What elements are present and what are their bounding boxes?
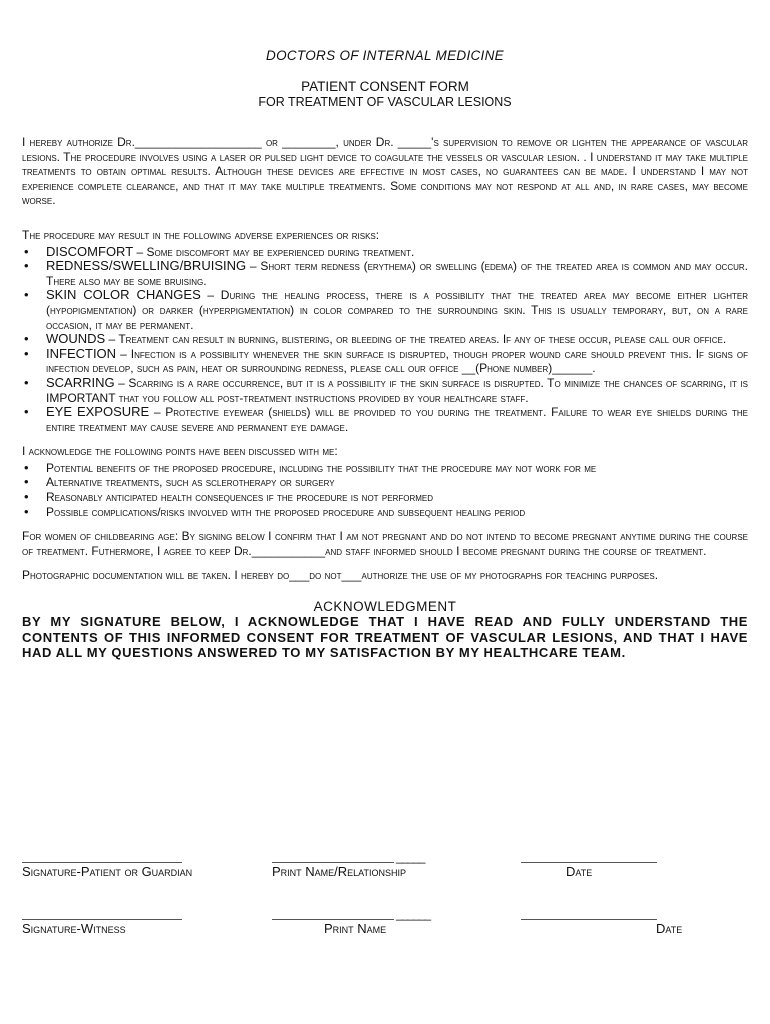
risks-lead: The procedure may result in the following adverse experiences or risks: [22,227,380,242]
patient-signature-line[interactable] [22,862,182,863]
acknowledge-item: • Potential benefits of the proposed procedure, including the possibility that the procedure may not work for me [22,461,748,476]
date-line[interactable] [521,862,657,863]
acknowledgment-title: ACKNOWLEDGMENT [313,599,457,615]
print-name-line[interactable] [272,862,394,863]
acknowledgment-text: BY MY SIGNATURE BELOW, I ACKNOWLEDGE THAT I HAVE READ AND FULLY UNDERSTAND THE CONTENTS OF THIS INFORMED CONSENT FOR TREATMENT OF VASCULAR LESIONS, AND THAT I HAVE HAD ALL MY QUESTIONS ANSWERED TO MY SATISFACTION BY MY HEALTHCARE TEAM. [22,614,748,661]
witness-signature-label: Signature-Witness [22,921,126,936]
print-name-relationship-label: Print Name/Relationship [272,864,407,879]
risk-item: • EYE EXPOSURE – Protective eyewear (shields) will be provided to you during the treatment. Failure to wear eye shields during the entire treatment may cause severe and permanent eye damage. [22,405,748,434]
risk-item: • REDNESS/SWELLING/BRUISING – Short term redness (erythema) or swelling (edema) of the treated area is common and may occur. There also may be some bruising. [22,259,748,288]
risk-item: • SCARRING – Scarring is a rare occurrence, but it is a possibility if the skin surface is disrupted. To minimize the chances of scarring, it is IMPORTANT that you follow all post-treatment instructions provided by your healthcare staff. [22,376,748,405]
acknowledge-lead: I acknowledge the following points have been discussed with me: [22,444,338,459]
acknowledge-item: • Alternative treatments, such as sclerotherapy or surgery [22,475,748,490]
acknowledge-item: • Reasonably anticipated health consequences if the procedure is not performed [22,490,748,505]
risk-item: • DISCOMFORT – Some discomfort may be experienced during treatment. [22,245,748,260]
risk-item: • SKIN COLOR CHANGES – During the healing process, there is a possibility that the treated area may become either lighter (hypopigmentation) or darker (hyperpigmentation) in color compared to the surrounding skin. This is usually temporary, but, on a rare occasion, it may be permanent. [22,288,748,332]
risk-item: • WOUNDS – Treatment can result in burning, blistering, or bleeding of the treated areas. If any of these occur, please call our office. [22,332,748,347]
witness-date-line[interactable] [521,919,657,920]
risk-item: • INFECTION – Infection is a possibility whenever the skin surface is disrupted, though proper wound care should prevent this. If signs of infection develop, such as pain, heat or surrounding redness, please call our office __(Phone number)______. [22,347,748,376]
acknowledge-list [22,461,748,519]
childbearing-note: For women of childbearing age: By signing below I confirm that I am not pregnant and do not intend to become pregnant anytime during the course of treatment. Futhermore, I agree to keep Dr.___________and staff informed should I become pregnant during the course of treatment. [22,529,748,558]
form-subtitle: FOR TREATMENT OF VASCULAR LESIONS [258,95,512,109]
consent-form [22,48,748,661]
form-title: PATIENT CONSENT FORM [301,79,469,94]
witness-date-label: Date [656,921,683,936]
risks-list [22,245,748,435]
acknowledge-item: • Possible complications/risks involved with the proposed procedure and subsequent healing period [22,505,748,520]
authorization-paragraph: I hereby authorize Dr.___________________ or ________, under Dr. _____'s supervision to remove or lighten the appearance of vascular lesions. The procedure involves using a laser or pulsed light device to coagulate the vessels or vascular lesion. . I understand it may take multiple treatments to obtain optimal results. Although these devices are effective in most cases, no guarantees can be made. I understand I may not experience complete clearance, and that it may take multiple treatments. Some conditions may not respond at all and, in rare cases, may become worse. [22,135,749,208]
witness-print-name-label: Print Name [324,921,387,936]
witness-print-name-line-end: ______ [396,907,431,921]
date-label: Date [566,864,593,879]
witness-signature-line[interactable] [22,919,182,920]
print-name-line-end: _____ [396,850,425,864]
organization-name: DOCTORS OF INTERNAL MEDICINE [266,48,504,63]
witness-print-name-line[interactable] [272,919,394,920]
photo-consent-note: Photographic documentation will be taken. I hereby do___do not___authorize the use of my photographs for teaching purposes. [22,568,659,583]
patient-signature-label: Signature-Patient or Guardian [22,864,193,879]
